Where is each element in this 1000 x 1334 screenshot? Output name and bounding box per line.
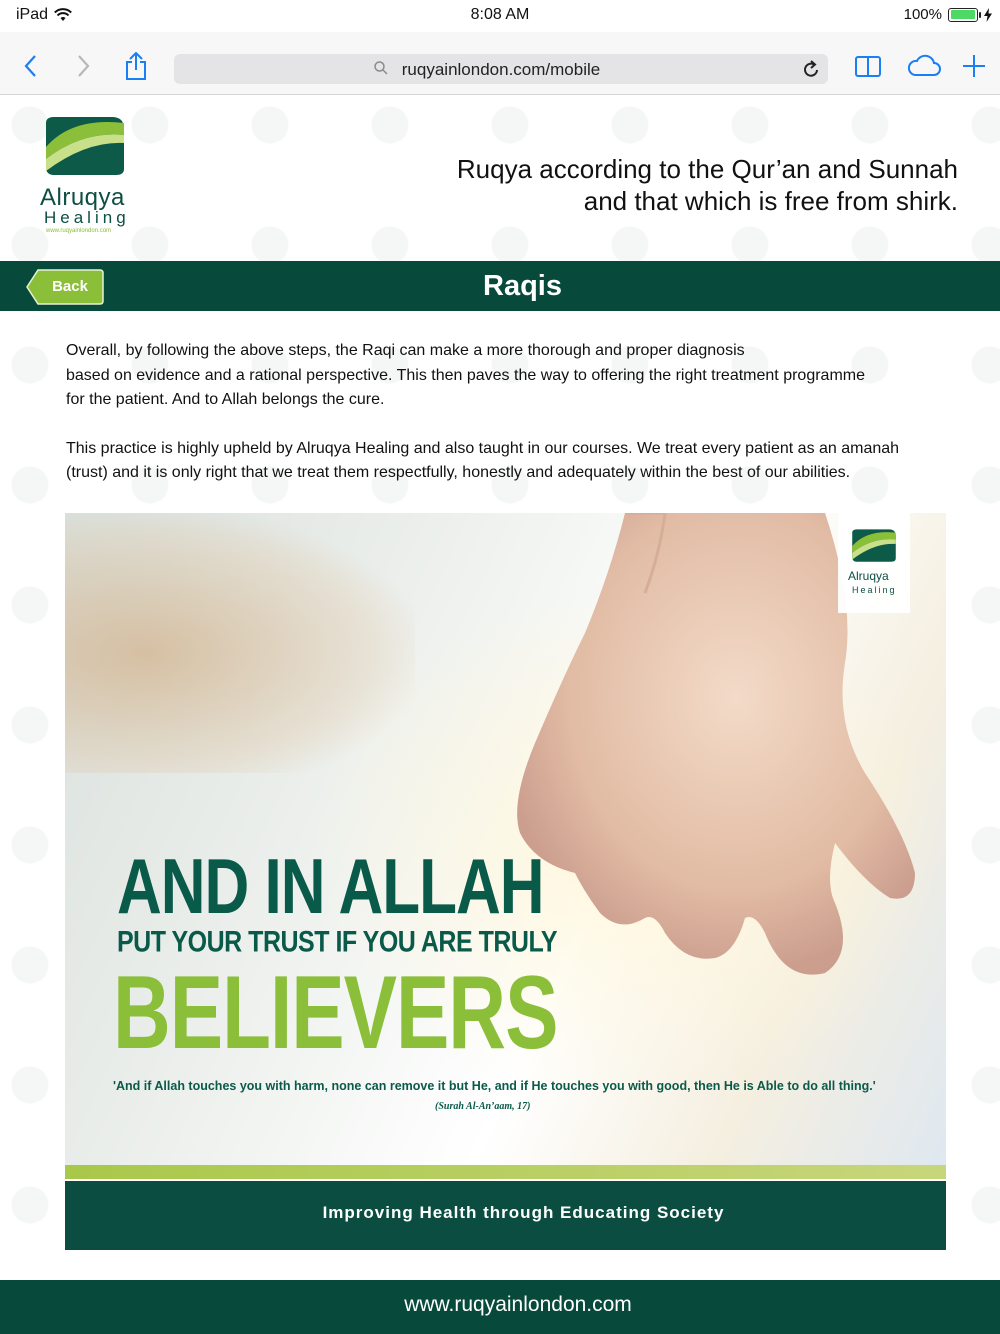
site-footer [0, 1280, 1000, 1334]
site-logo[interactable] [40, 113, 136, 234]
banner-leaf-logo-icon [850, 527, 898, 563]
footer-url[interactable]: www.ruqyainlondon.com [404, 1293, 632, 1316]
banner-quote: 'And if Allah touches you with harm, none can remove it but He, and if He touches you with good, then He is Able to do all thing.' [113, 1079, 876, 1093]
back-nav-button[interactable] [16, 52, 44, 80]
web-page [0, 95, 1000, 1334]
tagline-line2: and that which is free from shirk. [583, 186, 958, 216]
paragraph-2-line-1: This practice is highly upheld by Alruqya Healing and also taught in our courses. We treat every patient as an amanah [66, 439, 900, 457]
battery-fill [951, 10, 975, 19]
forward-nav-button[interactable] [70, 52, 98, 80]
icloud-tabs-button[interactable] [906, 52, 942, 80]
new-tab-button[interactable] [960, 52, 988, 80]
page-title: Raqis [483, 270, 562, 302]
banner-footer [65, 1181, 946, 1250]
logo-name: Alruqya [40, 184, 125, 211]
chevron-left-icon [23, 54, 37, 78]
share-button[interactable] [122, 52, 150, 80]
page-title-bar [0, 261, 1000, 311]
banner-green-strip [65, 1165, 946, 1179]
article-content [66, 339, 966, 510]
url-text: ruqyainlondon.com/mobile [401, 60, 601, 79]
cloud-icon [906, 54, 942, 78]
device-label: iPad [16, 6, 49, 23]
bookmarks-button[interactable] [854, 52, 882, 80]
banner-headline-2: PUT YOUR TRUST IF YOU ARE TRULY [117, 925, 558, 959]
back-button-label: Back [52, 278, 88, 295]
banner-logo-subtitle: Healing [852, 585, 897, 595]
battery-icon [948, 8, 978, 22]
tagline-line1: Ruqya according to the Qur’an and Sunnah [456, 154, 958, 184]
banner-logo [838, 513, 910, 613]
charging-bolt-icon [984, 8, 992, 22]
site-tagline [457, 153, 958, 217]
banner-headline-1: AND IN ALLAH [117, 844, 544, 931]
banner-footer-text: Improving Health through Educating Society [322, 1203, 725, 1222]
address-bar[interactable] [174, 54, 828, 84]
logo-subtitle: Healing [44, 208, 130, 227]
promo-banner-image [65, 513, 946, 1250]
paragraph-2-line-2: (trust) and it is only right that we treat them respectfully, honestly and adequately within the best of our abilities. [66, 464, 851, 481]
paragraph-1-line-2: based on evidence and a rational perspective. This then paves the way to offering the right treatment programme [66, 366, 865, 384]
plus-icon [962, 54, 986, 78]
status-right [904, 6, 992, 23]
paragraph-1 [66, 339, 966, 413]
paragraph-1-line-3: for the patient. And to Allah belongs the cure. [66, 391, 385, 408]
paragraph-2 [66, 437, 966, 486]
share-icon [124, 52, 148, 80]
reload-icon[interactable] [802, 59, 820, 79]
status-time: 8:08 AM [470, 6, 530, 23]
leaf-logo-icon [42, 113, 128, 177]
browser-toolbar [0, 32, 1000, 95]
battery-percent: 100% [903, 6, 942, 23]
paragraph-1-line-1: Overall, by following the above steps, the Raqi can make a more thorough and proper diagnosis [66, 342, 745, 359]
chevron-right-icon [77, 54, 91, 78]
book-icon [854, 54, 882, 78]
banner-logo-name: Alruqya [848, 569, 889, 583]
status-bar [0, 0, 1000, 32]
banner-headline-3: BELIEVERS [113, 954, 558, 1070]
logo-url: www.ruqyainlondon.com [46, 228, 112, 234]
banner-quote-reference: (Surah Al-An’aam, 17) [435, 1101, 531, 1112]
